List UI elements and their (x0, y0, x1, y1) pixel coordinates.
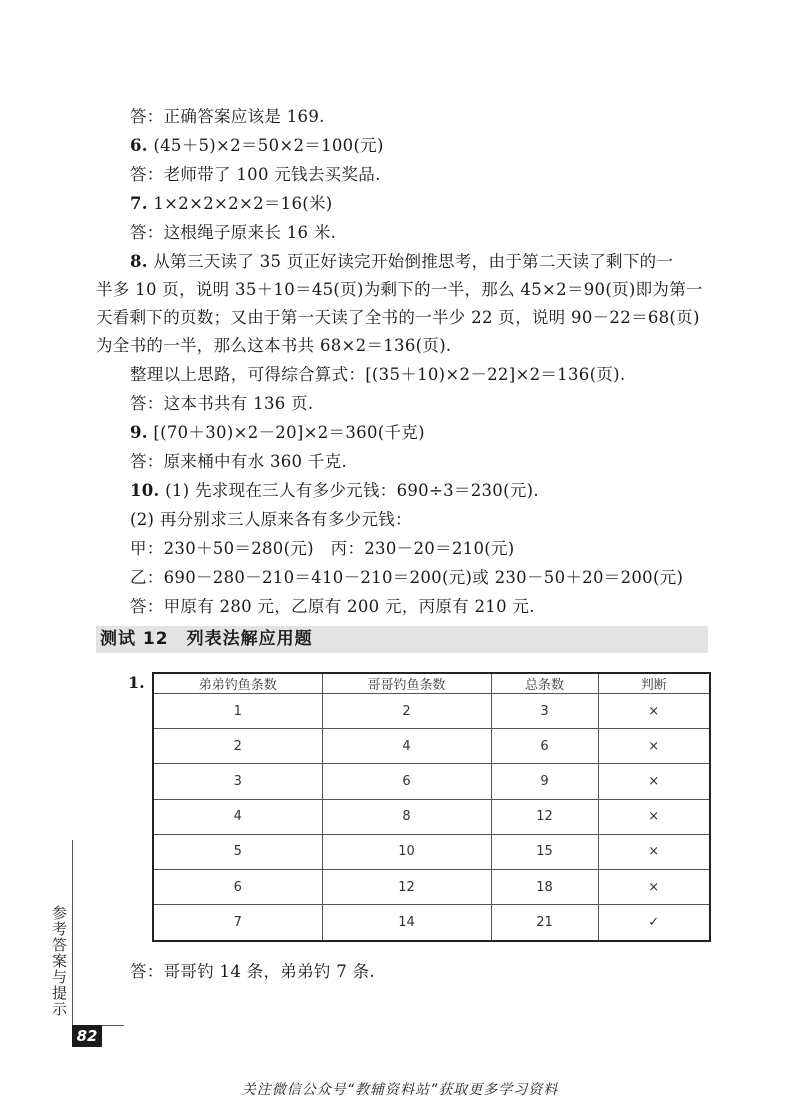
table-cell: 2 (153, 729, 322, 764)
sidebar-divider (72, 840, 73, 1025)
cross-mark: × (598, 799, 710, 834)
table-row (153, 694, 710, 729)
text-line: 天看剩下的页数；又由于第一天读了全书的一半少 22 页，说明 90－22＝68(页) (96, 308, 700, 327)
table-header-row (153, 673, 710, 694)
table-cell: 5 (153, 834, 322, 869)
column-header: 弟弟钓鱼条数 (153, 673, 322, 694)
text-line: 乙：690－280－210＝410－210＝200(元)或 230－50＋20＝200(元) (130, 568, 684, 587)
text-line: 答：原来桶中有水 360 千克. (130, 452, 348, 471)
text-line: 半多 10 页，说明 35＋10＝45(页)为剩下的一半，那么 45×2＝90(页)即为第一 (96, 280, 703, 299)
text-line: (45＋5)×2＝50×2＝100(元) (153, 136, 384, 155)
table-cell: 7 (153, 905, 322, 941)
table-row (153, 799, 710, 834)
answer-line: 答：哥哥钓 14 条，弟弟钓 7 条. (130, 962, 375, 981)
text-line: 整理以上思路，可得综合算式：[(35＋10)×2－22]×2＝136(页). (130, 365, 626, 384)
text-line: 为全书的一半，那么这本书共 68×2＝136(页). (96, 336, 452, 355)
table-cell: 21 (491, 905, 598, 941)
question-number: 10. (130, 481, 160, 500)
table-cell: 6 (153, 869, 322, 904)
table-cell: 3 (153, 764, 322, 799)
column-header: 判断 (598, 673, 710, 694)
text-line: 甲：230＋50＝280(元) 丙：230－20＝210(元) (130, 539, 515, 558)
check-mark: ✓ (598, 905, 710, 941)
text-line: 答：老师带了 100 元钱去买奖品. (130, 165, 381, 184)
page-number: 82 (72, 1025, 102, 1047)
text-line: [(70＋30)×2－20]×2＝360(千克) (153, 423, 425, 442)
text-line: 答：甲原有 280 元，乙原有 200 元，丙原有 210 元. (130, 597, 535, 616)
table-cell: 6 (322, 764, 491, 799)
text-line: 1×2×2×2×2＝16(米) (153, 194, 333, 213)
cross-mark: × (598, 834, 710, 869)
cross-mark: × (598, 694, 710, 729)
question-number: 9. (130, 423, 148, 442)
section-title: 测试 12 列表法解应用题 (100, 629, 313, 649)
text-line: 答：正确答案应该是 169. (130, 107, 325, 126)
table-cell: 6 (491, 729, 598, 764)
table-cell: 3 (491, 694, 598, 729)
table-cell: 4 (322, 729, 491, 764)
table-row (153, 905, 710, 941)
question-9 (130, 423, 710, 443)
table-row (153, 834, 710, 869)
table-cell: 15 (491, 834, 598, 869)
fish-count-table (152, 672, 711, 942)
table-cell: 12 (322, 869, 491, 904)
table-cell: 10 (322, 834, 491, 869)
text-line: 答：这根绳子原来长 16 米. (130, 223, 337, 242)
table-cell: 14 (322, 905, 491, 941)
text-line: 从第三天读了 35 页正好读完开始倒推思考，由于第二天读了剩下的一 (153, 252, 674, 271)
text-line: (2) 再分别求三人原来各有多少元钱： (130, 510, 412, 529)
question-6 (130, 136, 710, 156)
question-8 (130, 252, 710, 272)
table-row (153, 764, 710, 799)
cross-mark: × (598, 729, 710, 764)
table-row (153, 869, 710, 904)
question-number: 8. (130, 252, 148, 271)
table-row (153, 729, 710, 764)
text-line: 答：这本书共有 136 页. (130, 394, 314, 413)
cross-mark: × (598, 869, 710, 904)
table-cell: 9 (491, 764, 598, 799)
table-cell: 18 (491, 869, 598, 904)
table-cell: 12 (491, 799, 598, 834)
question-number: 6. (130, 136, 148, 155)
question-7 (130, 194, 710, 214)
table-cell: 2 (322, 694, 491, 729)
table-cell: 8 (322, 799, 491, 834)
footer-watermark-text: 关注微信公众号“教辅资料站”获取更多学习资料 (241, 1082, 559, 1098)
column-header: 总条数 (491, 673, 598, 694)
question-10 (130, 481, 710, 501)
table-cell: 4 (153, 799, 322, 834)
text-line: (1) 先求现在三人有多少元钱：690÷3＝230(元). (165, 481, 539, 500)
question-number: 7. (130, 194, 148, 213)
sidebar-section-label: 参考答案与提示 (50, 905, 68, 1017)
question-number: 1. (128, 673, 145, 692)
cross-mark: × (598, 764, 710, 799)
column-header: 哥哥钓鱼条数 (322, 673, 491, 694)
table-cell: 1 (153, 694, 322, 729)
